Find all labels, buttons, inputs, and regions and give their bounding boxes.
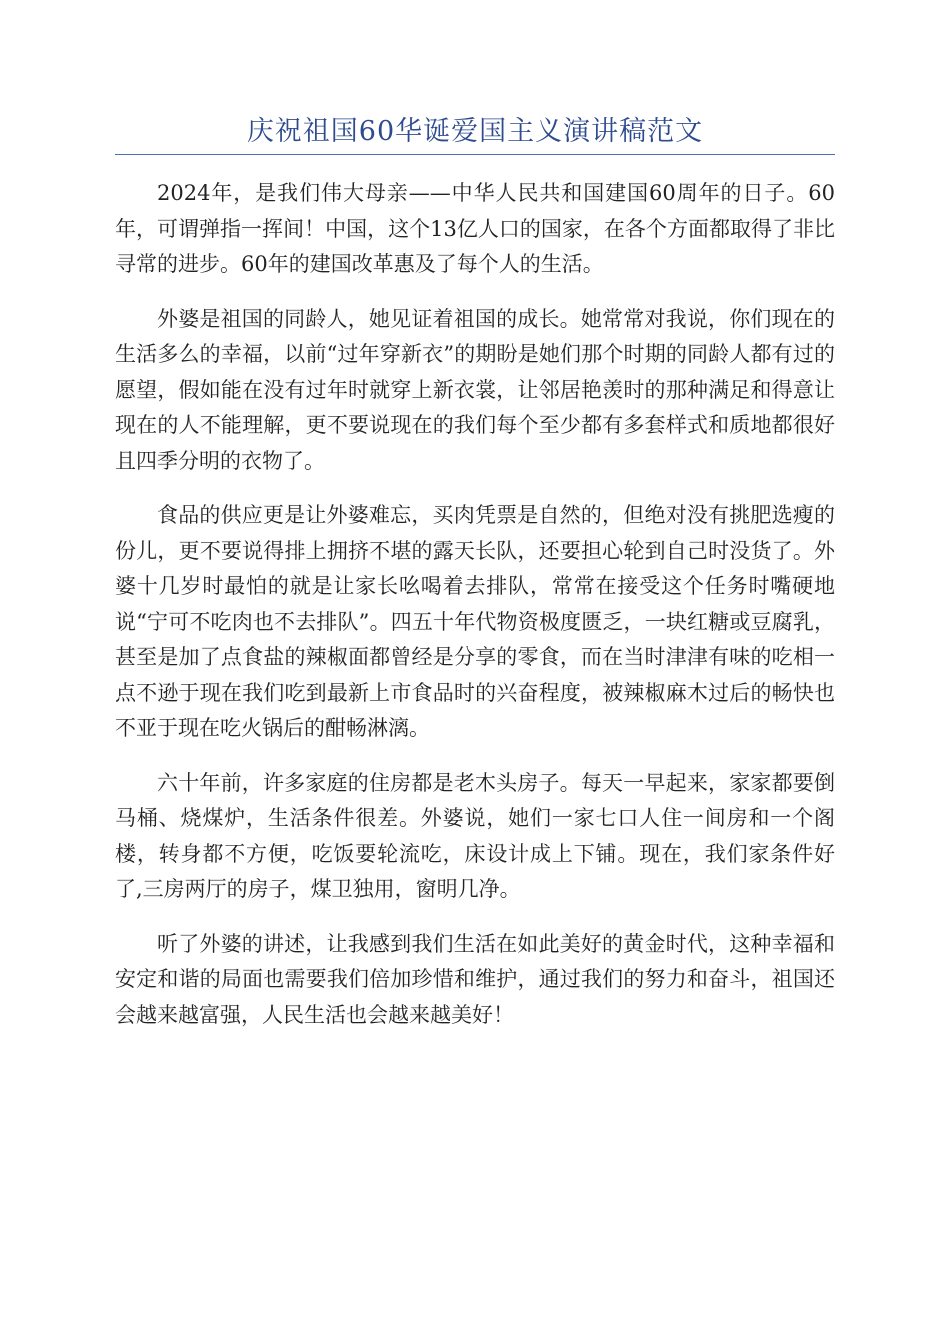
paragraph-3: 食品的供应更是让外婆难忘，买肉凭票是自然的，但绝对没有挑肥选瘦的份儿，更不要说得排上拥挤不堪的露天长队，还要担心轮到自己时没货了。外婆十几岁时最怕的就是让家长吆喝着去排队，常常在接受这个任务时嘴硬地说“宁可不吃肉也不去排队”。四五十年代物资极度匮乏，一块红糖或豆腐乳，甚至是加了点食盐的辣椒面都曾经是分享的零食，而在当时津津有味的吃相一点不逊于现在我们吃到最新上市食品时的兴奋程度，被辣椒麻木过后的畅快也不亚于现在吃火锅后的酣畅淋漓。	[115, 503, 835, 740]
paragraph-5: 听了外婆的讲述，让我感到我们生活在如此美好的黄金时代，这种幸福和安定和谐的局面也需要我们倍加珍惜和维护，通过我们的努力和奋斗，祖国还会越来越富强，人民生活也会越来越美好！	[115, 931, 835, 1027]
document-body	[115, 176, 835, 1052]
document-title: 庆祝祖国60华诞爱国主义演讲稿范文	[246, 116, 704, 147]
title-underline-divider	[115, 154, 835, 155]
paragraph-2: 外婆是祖国的同龄人，她见证着祖国的成长。她常常对我说，你们现在的生活多么的幸福，以前“过年穿新衣”的期盼是她们那个时期的同龄人都有过的愿望，假如能在没有过年时就穿上新衣裳，让邻居艳羡时的那种满足和得意让现在的人不能理解，更不要说现在的我们每个至少都有多套样式和质地都很好且四季分明的衣物了。	[115, 306, 835, 473]
paragraph-4: 六十年前，许多家庭的住房都是老木头房子。每天一早起来，家家都要倒马桶、烧煤炉，生活条件很差。外婆说，她们一家七口人住一间房和一个阁楼，转身都不方便，吃饭要轮流吃，床设计成上下铺。现在，我们家条件好了,三房两厅的房子，煤卫独用，窗明几净。	[115, 770, 835, 901]
paragraph-1: 2024年，是我们伟大母亲——中华人民共和国建国60周年的日子。60年，可谓弹指一挥间！中国，这个13亿人口的国家，在各个方面都取得了非比寻常的进步。60年的建国改革惠及了每个人的生活。	[115, 181, 835, 276]
